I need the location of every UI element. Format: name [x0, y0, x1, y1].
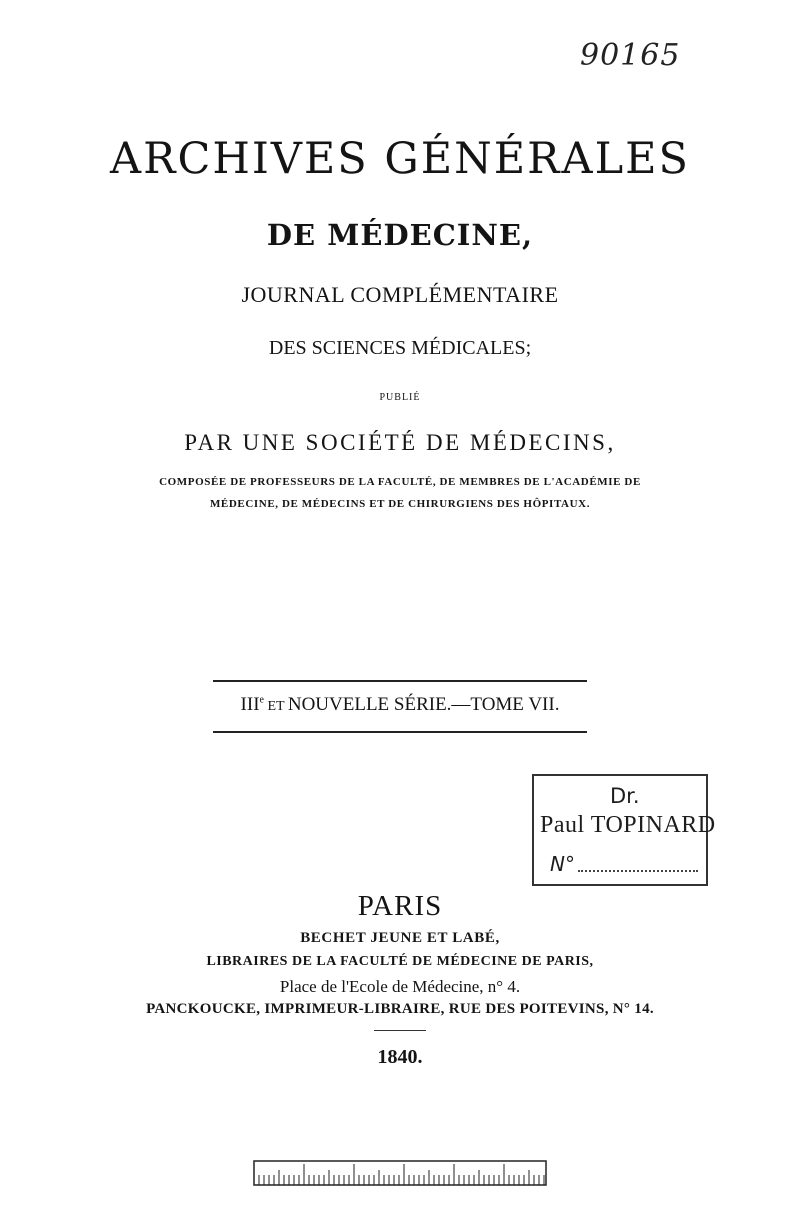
publisher-line-1: BECHET JEUNE ET LABÉ,: [300, 930, 500, 946]
page-title: ARCHIVES GÉNÉRALES: [110, 134, 690, 184]
subtitle-journal: JOURNAL COMPLÉMENTAIRE: [241, 282, 559, 307]
ruler-ticks: [254, 1164, 544, 1185]
subtitle-sciences: DES SCIENCES MÉDICALES;: [268, 337, 532, 359]
series-connector: ET: [263, 699, 288, 714]
handwritten-catalog-number: 90165: [580, 38, 681, 73]
stamp-dotted-line: [578, 870, 698, 872]
publisher-line-2: LIBRAIRES DE LA FACULTÉ DE MÉDECINE DE PARIS,: [206, 954, 594, 969]
city: PARIS: [357, 890, 443, 922]
publication-year: 1840.: [377, 1046, 423, 1068]
publisher-line-3: Place de l'Ecole de Médecine, n° 4.: [279, 977, 521, 996]
published-label: PUBLIÉ: [379, 392, 421, 403]
composition-line-1: COMPOSÉE DE PROFESSEURS DE LA FACULTÉ, DE MEMBRES DE L'ACADÉMIE DE: [159, 476, 641, 488]
series-sup: e: [259, 694, 264, 706]
stamp-title: Dr.: [610, 784, 640, 808]
series-bottom-rule: [213, 731, 587, 733]
series-top-rule: [213, 680, 587, 682]
composition-line-2: MÉDECINE, DE MÉDECINS ET DE CHIRURGIENS DES HÔPITAUX.: [209, 498, 591, 510]
subtitle-de-medecine: DE MÉDECINE,: [266, 218, 534, 252]
ownership-stamp: [532, 774, 716, 886]
series-line: [0, 694, 800, 716]
series-numeral: III: [240, 694, 260, 715]
stamp-number-label: N°: [550, 852, 575, 876]
society-line: PAR UNE SOCIÉTÉ DE MÉDECINS,: [184, 430, 616, 455]
stamp-name: Paul TOPINARD: [540, 812, 716, 838]
year-rule: [374, 1030, 426, 1031]
series-rest: NOUVELLE SÉRIE.—TOME VII.: [287, 694, 560, 715]
publisher-line-4: PANCKOUCKE, IMPRIMEUR-LIBRAIRE, RUE DES POITEVINS, N° 14.: [146, 1001, 654, 1017]
ruler-frame: [254, 1161, 546, 1185]
scan-ruler: [253, 1160, 547, 1186]
